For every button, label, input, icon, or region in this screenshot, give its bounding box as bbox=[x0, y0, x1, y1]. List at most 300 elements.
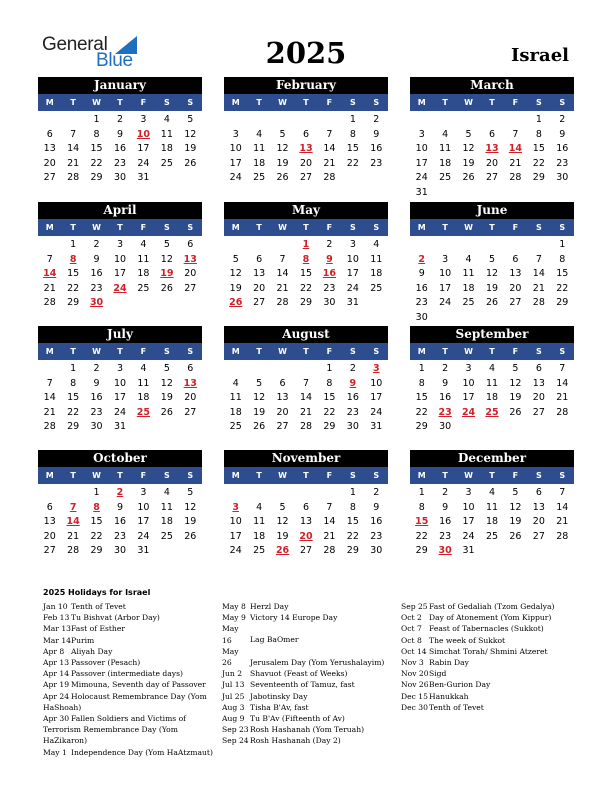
day-cell: 19 bbox=[276, 157, 289, 169]
day-cell: 25 bbox=[160, 530, 173, 542]
day-cell: 18 bbox=[439, 157, 452, 169]
day-cell: 2 bbox=[373, 487, 380, 498]
day-cell: 22 bbox=[90, 530, 103, 542]
weekday-header bbox=[224, 467, 388, 484]
day-cell: 12 bbox=[160, 253, 173, 265]
day-cell: 22 bbox=[346, 157, 359, 169]
holiday-name: Mimouna, Seventh day of Passover bbox=[71, 680, 206, 690]
day-cell: 5 bbox=[279, 501, 286, 513]
weekday-label: S bbox=[187, 347, 194, 356]
day-cell: 1 bbox=[349, 487, 356, 498]
empty-cell bbox=[504, 238, 527, 253]
day-cell: 7 bbox=[326, 128, 333, 140]
holiday-name: Tenth of Tevet bbox=[429, 702, 484, 712]
holiday-day-cell: 9 bbox=[349, 377, 357, 389]
holiday-date: Nov 26 bbox=[401, 680, 429, 690]
day-cell: 15 bbox=[323, 392, 336, 403]
holiday-day-cell: 7 bbox=[69, 501, 77, 513]
month-title: December bbox=[410, 450, 574, 467]
day-cell: 29 bbox=[323, 421, 336, 432]
weekday-label: F bbox=[512, 471, 519, 480]
month-march bbox=[410, 77, 574, 200]
holiday-name: Fallen Soldiers and Victims of Terrorism Remembrance Day (Yom HaZikaron) bbox=[43, 714, 186, 746]
holiday-entry bbox=[222, 601, 392, 612]
holiday-day-cell: 13 bbox=[299, 143, 313, 154]
day-cell: 5 bbox=[163, 239, 170, 250]
weekday-label: T bbox=[489, 223, 495, 232]
weekday-label: T bbox=[303, 223, 309, 232]
day-cell: 10 bbox=[415, 143, 428, 154]
day-cell: 26 bbox=[160, 406, 173, 418]
day-cell: 24 bbox=[113, 406, 127, 418]
day-cell: 9 bbox=[93, 377, 100, 389]
day-cell: 22 bbox=[415, 406, 428, 418]
holiday-date: Aug 9 bbox=[222, 714, 245, 724]
weekday-label: M bbox=[417, 223, 426, 232]
day-cell: 29 bbox=[556, 297, 569, 308]
day-cell: 20 bbox=[485, 157, 499, 169]
day-cell: 4 bbox=[256, 501, 263, 513]
day-cell: 1 bbox=[326, 363, 333, 374]
holiday-entry bbox=[222, 724, 392, 735]
day-cell: 29 bbox=[415, 421, 428, 432]
holiday-date: Nov 3 bbox=[401, 658, 424, 668]
holiday-date: Dec 15 bbox=[401, 691, 428, 701]
empty-cell bbox=[224, 362, 247, 377]
day-grid bbox=[410, 486, 574, 559]
holiday-name: Feast of Tabernacles (Sukkot) bbox=[429, 624, 544, 634]
weekday-label: T bbox=[70, 471, 76, 480]
day-grid bbox=[38, 238, 202, 311]
holiday-name: Day of Atonement (Yom Kippur) bbox=[429, 613, 552, 623]
day-cell: 17 bbox=[370, 392, 383, 403]
holiday-entry bbox=[43, 612, 213, 623]
holiday-date: Sep 24 bbox=[222, 736, 249, 746]
weekday-label: T bbox=[256, 347, 262, 356]
day-grid bbox=[38, 362, 202, 435]
day-cell: 7 bbox=[46, 377, 53, 389]
day-cell: 23 bbox=[556, 157, 569, 169]
day-cell: 24 bbox=[229, 172, 242, 183]
holiday-entry bbox=[222, 735, 392, 746]
day-cell: 14 bbox=[556, 501, 569, 513]
day-cell: 24 bbox=[229, 545, 242, 556]
weekday-label: T bbox=[303, 347, 309, 356]
holiday-day-cell: 16 bbox=[322, 268, 337, 279]
holiday-day-cell: 14 bbox=[66, 516, 80, 527]
day-cell: 9 bbox=[373, 501, 380, 513]
day-cell: 23 bbox=[346, 406, 359, 418]
month-july bbox=[38, 326, 202, 435]
holiday-day-cell: 2 bbox=[116, 487, 124, 498]
day-cell: 8 bbox=[535, 128, 542, 140]
day-cell: 5 bbox=[512, 487, 519, 498]
day-cell: 23 bbox=[90, 282, 103, 294]
holiday-entry bbox=[43, 623, 213, 634]
weekday-label: W bbox=[464, 223, 473, 232]
empty-cell bbox=[504, 113, 527, 128]
weekday-label: F bbox=[512, 347, 519, 356]
holiday-date: May 16 bbox=[222, 624, 239, 645]
day-cell: 26 bbox=[462, 172, 475, 183]
day-cell: 7 bbox=[535, 253, 542, 265]
holiday-name: Fast of Gedaliah (Tzom Gedalya) bbox=[429, 602, 555, 611]
month-title: June bbox=[410, 202, 574, 219]
weekday-header bbox=[38, 94, 202, 111]
weekday-label: W bbox=[278, 223, 287, 232]
holiday-day-cell: 20 bbox=[299, 530, 313, 542]
day-cell: 11 bbox=[439, 143, 452, 154]
empty-cell bbox=[38, 113, 61, 128]
holiday-day-cell: 13 bbox=[485, 143, 499, 154]
holiday-name: Sigd bbox=[429, 669, 447, 679]
day-cell: 8 bbox=[418, 501, 425, 513]
day-cell: 16 bbox=[415, 282, 428, 294]
day-cell: 27 bbox=[276, 421, 289, 432]
day-cell: 9 bbox=[559, 128, 566, 140]
weekday-label: W bbox=[464, 347, 473, 356]
day-cell: 12 bbox=[184, 501, 197, 513]
day-cell: 15 bbox=[90, 516, 103, 527]
weekday-label: S bbox=[373, 347, 380, 356]
day-cell: 10 bbox=[229, 143, 242, 154]
holiday-date: Feb 13 bbox=[43, 613, 70, 623]
holiday-entry bbox=[401, 635, 571, 646]
holiday-entry bbox=[222, 646, 392, 668]
empty-cell bbox=[527, 238, 550, 253]
day-cell: 4 bbox=[232, 377, 239, 389]
holiday-entry bbox=[43, 668, 213, 679]
day-cell: 5 bbox=[256, 377, 263, 389]
day-cell: 7 bbox=[512, 128, 519, 140]
holiday-name: Aliyah Day bbox=[71, 646, 113, 656]
month-title: July bbox=[38, 326, 202, 343]
day-cell: 8 bbox=[93, 128, 100, 140]
empty-cell bbox=[318, 486, 341, 501]
day-cell: 16 bbox=[370, 143, 383, 154]
holiday-entry bbox=[222, 679, 392, 690]
holiday-date: Apr 30 bbox=[43, 714, 70, 724]
holiday-day-cell: 8 bbox=[69, 253, 77, 265]
day-cell: 13 bbox=[299, 516, 313, 527]
day-cell: 18 bbox=[462, 282, 475, 294]
holiday-date: Jun 2 bbox=[222, 669, 243, 679]
day-cell: 27 bbox=[509, 297, 522, 308]
holiday-column bbox=[43, 601, 213, 758]
day-cell: 17 bbox=[439, 282, 452, 294]
day-cell: 15 bbox=[532, 143, 545, 154]
holiday-date: Apr 13 bbox=[43, 658, 70, 668]
day-cell: 18 bbox=[160, 516, 173, 527]
weekday-label: F bbox=[326, 223, 333, 232]
day-cell: 10 bbox=[113, 253, 127, 265]
day-cell: 21 bbox=[43, 282, 56, 294]
empty-cell bbox=[61, 486, 84, 501]
day-cell: 1 bbox=[418, 487, 425, 498]
holiday-date: Jul 25 bbox=[222, 691, 245, 701]
day-cell: 31 bbox=[370, 421, 383, 432]
holiday-day-cell: 3 bbox=[372, 363, 380, 374]
day-cell: 31 bbox=[137, 172, 150, 183]
day-cell: 11 bbox=[229, 392, 242, 403]
day-cell: 5 bbox=[279, 128, 286, 140]
day-cell: 11 bbox=[137, 253, 150, 265]
holiday-name: Hanukkah bbox=[429, 691, 469, 701]
day-cell: 26 bbox=[276, 172, 289, 183]
day-cell: 16 bbox=[113, 516, 127, 527]
holiday-column bbox=[222, 601, 392, 747]
day-cell: 14 bbox=[556, 377, 569, 389]
day-cell: 17 bbox=[229, 157, 242, 169]
weekday-label: S bbox=[349, 347, 356, 356]
day-cell: 16 bbox=[556, 143, 569, 154]
day-cell: 28 bbox=[43, 297, 56, 308]
day-cell: 6 bbox=[302, 128, 310, 140]
day-cell: 21 bbox=[67, 157, 80, 169]
day-cell: 1 bbox=[559, 239, 566, 250]
day-grid bbox=[38, 113, 202, 186]
day-cell: 8 bbox=[559, 253, 566, 265]
day-cell: 4 bbox=[465, 253, 472, 265]
weekday-label: T bbox=[489, 471, 495, 480]
day-cell: 20 bbox=[43, 157, 56, 169]
day-cell: 30 bbox=[90, 421, 103, 432]
weekday-label: M bbox=[45, 223, 54, 232]
day-cell: 11 bbox=[462, 268, 475, 279]
day-cell: 3 bbox=[465, 363, 472, 374]
day-cell: 20 bbox=[184, 268, 197, 279]
day-cell: 18 bbox=[160, 143, 173, 154]
day-cell: 25 bbox=[439, 172, 452, 183]
weekday-label: T bbox=[489, 98, 495, 107]
day-cell: 9 bbox=[93, 253, 100, 265]
day-cell: 4 bbox=[140, 363, 147, 374]
day-cell: 25 bbox=[462, 297, 475, 308]
day-cell: 10 bbox=[462, 501, 475, 513]
day-cell: 14 bbox=[532, 268, 545, 279]
weekday-label: F bbox=[326, 471, 333, 480]
weekday-label: W bbox=[464, 98, 473, 107]
day-cell: 12 bbox=[509, 501, 522, 513]
holiday-name: Jerusalem Day (Yom Yerushalayim) bbox=[250, 658, 385, 668]
holiday-name: Victory 14 Europe Day bbox=[250, 613, 338, 623]
day-cell: 19 bbox=[229, 282, 242, 294]
day-cell: 10 bbox=[370, 377, 383, 389]
day-cell: 6 bbox=[187, 239, 194, 250]
weekday-label: T bbox=[70, 98, 76, 107]
holiday-entry bbox=[43, 646, 213, 657]
day-cell: 3 bbox=[418, 128, 425, 140]
day-cell: 24 bbox=[137, 157, 150, 169]
holiday-entry bbox=[43, 601, 213, 612]
day-cell: 5 bbox=[512, 363, 519, 374]
month-june bbox=[410, 202, 574, 325]
day-cell: 6 bbox=[187, 363, 194, 374]
weekday-label: F bbox=[512, 98, 519, 107]
month-december bbox=[410, 450, 574, 559]
empty-cell bbox=[294, 362, 317, 377]
holiday-day-cell: 24 bbox=[461, 406, 476, 418]
holiday-day-cell: 30 bbox=[89, 297, 104, 308]
day-cell: 19 bbox=[276, 530, 289, 542]
day-cell: 12 bbox=[509, 377, 522, 389]
holiday-day-cell: 13 bbox=[183, 377, 197, 389]
holiday-name: Passover (Pesach) bbox=[71, 658, 141, 668]
day-cell: 27 bbox=[532, 530, 545, 542]
day-cell: 19 bbox=[253, 406, 266, 418]
holiday-date: Nov 20 bbox=[401, 669, 429, 679]
day-cell: 11 bbox=[160, 128, 173, 140]
day-cell: 1 bbox=[70, 239, 77, 250]
day-cell: 24 bbox=[346, 282, 359, 294]
day-cell: 17 bbox=[113, 392, 127, 403]
day-grid bbox=[38, 486, 202, 559]
day-cell: 20 bbox=[299, 157, 313, 169]
holiday-name: Tu Bishvat (Arbor Day) bbox=[71, 613, 160, 623]
day-cell: 3 bbox=[140, 487, 147, 498]
weekday-label: S bbox=[373, 471, 380, 480]
day-cell: 12 bbox=[276, 143, 289, 154]
day-cell: 31 bbox=[137, 545, 150, 556]
day-cell: 17 bbox=[113, 268, 127, 279]
weekday-label: M bbox=[45, 347, 54, 356]
day-cell: 8 bbox=[349, 501, 356, 513]
day-cell: 20 bbox=[276, 406, 289, 418]
day-cell: 21 bbox=[532, 282, 545, 294]
day-cell: 11 bbox=[253, 143, 266, 154]
empty-cell bbox=[457, 113, 480, 128]
holiday-date: Sep 23 bbox=[222, 725, 249, 735]
day-cell: 3 bbox=[442, 253, 449, 265]
weekday-header bbox=[38, 467, 202, 484]
holiday-day-cell: 9 bbox=[326, 253, 333, 265]
empty-cell bbox=[38, 238, 61, 253]
holiday-date: May 1 bbox=[43, 747, 67, 757]
holidays-title: 2025 Holidays for Israel bbox=[43, 588, 151, 597]
holiday-name: Tenth of Tevet bbox=[71, 602, 126, 611]
day-cell: 22 bbox=[532, 157, 545, 169]
day-cell: 24 bbox=[415, 172, 428, 183]
holiday-date: Oct 14 bbox=[401, 646, 427, 656]
holiday-name: Fast of Esther bbox=[71, 624, 125, 634]
day-cell: 23 bbox=[370, 157, 383, 169]
day-cell: 15 bbox=[556, 268, 569, 279]
holiday-day-cell: 8 bbox=[302, 253, 310, 265]
empty-cell bbox=[271, 238, 294, 253]
day-cell: 23 bbox=[323, 282, 336, 294]
day-cell: 9 bbox=[116, 501, 124, 513]
weekday-label: T bbox=[442, 347, 448, 356]
day-cell: 4 bbox=[140, 239, 147, 250]
weekday-label: S bbox=[349, 471, 356, 480]
day-cell: 21 bbox=[509, 157, 522, 169]
day-cell: 7 bbox=[559, 363, 566, 374]
day-cell: 8 bbox=[349, 128, 356, 140]
day-cell: 4 bbox=[373, 239, 380, 250]
holiday-date: Jan 10 bbox=[43, 602, 68, 611]
holiday-name: Tu B'Av (Fifteenth of Av) bbox=[250, 714, 345, 724]
holiday-name: Purim bbox=[71, 635, 95, 645]
day-cell: 18 bbox=[229, 406, 242, 418]
day-cell: 6 bbox=[256, 253, 263, 265]
day-cell: 27 bbox=[485, 172, 499, 183]
day-cell: 17 bbox=[462, 516, 475, 527]
day-cell: 14 bbox=[323, 516, 336, 527]
day-cell: 6 bbox=[512, 253, 519, 265]
day-cell: 15 bbox=[90, 143, 103, 154]
day-cell: 17 bbox=[137, 516, 150, 527]
day-cell: 15 bbox=[415, 392, 428, 403]
day-cell: 1 bbox=[418, 363, 425, 374]
month-april bbox=[38, 202, 202, 311]
day-cell: 30 bbox=[415, 311, 428, 323]
weekday-label: S bbox=[535, 347, 542, 356]
day-cell: 25 bbox=[229, 421, 242, 432]
weekday-label: F bbox=[512, 223, 519, 232]
day-cell: 11 bbox=[370, 253, 383, 265]
empty-cell bbox=[271, 362, 294, 377]
weekday-label: W bbox=[278, 347, 287, 356]
weekday-label: T bbox=[442, 98, 448, 107]
day-grid bbox=[224, 238, 388, 311]
day-cell: 28 bbox=[509, 172, 522, 183]
weekday-label: F bbox=[326, 98, 333, 107]
day-cell: 19 bbox=[509, 516, 522, 527]
holiday-day-cell: 14 bbox=[43, 268, 57, 279]
day-cell: 28 bbox=[67, 545, 80, 556]
day-cell: 22 bbox=[415, 530, 428, 542]
day-cell: 28 bbox=[556, 530, 569, 542]
empty-cell bbox=[318, 113, 341, 128]
empty-cell bbox=[271, 113, 294, 128]
day-cell: 20 bbox=[532, 516, 545, 527]
weekday-label: W bbox=[92, 347, 101, 356]
day-cell: 22 bbox=[323, 406, 336, 418]
holiday-entry bbox=[43, 635, 213, 646]
holiday-entry bbox=[401, 612, 571, 623]
logo-word-blue: Blue bbox=[96, 50, 133, 71]
day-cell: 13 bbox=[43, 143, 56, 154]
empty-cell bbox=[38, 362, 61, 377]
holiday-date: Apr 8 bbox=[43, 646, 65, 656]
day-cell: 29 bbox=[415, 545, 428, 556]
day-cell: 21 bbox=[299, 406, 313, 418]
holiday-entry bbox=[401, 623, 571, 634]
holiday-name: Rabin Day bbox=[429, 658, 469, 668]
day-cell: 9 bbox=[116, 128, 124, 140]
holiday-date: Oct 8 bbox=[401, 635, 422, 645]
day-cell: 22 bbox=[346, 530, 359, 542]
weekday-label: S bbox=[187, 471, 194, 480]
day-cell: 27 bbox=[532, 406, 545, 418]
weekday-label: M bbox=[231, 223, 240, 232]
day-grid bbox=[224, 113, 388, 186]
weekday-label: W bbox=[92, 471, 101, 480]
day-cell: 18 bbox=[137, 268, 150, 279]
holiday-day-cell: 24 bbox=[113, 282, 127, 294]
day-cell: 22 bbox=[90, 157, 103, 169]
day-cell: 4 bbox=[488, 363, 496, 374]
holiday-date: Jul 13 bbox=[222, 680, 245, 690]
holiday-day-cell: 15 bbox=[415, 516, 429, 527]
empty-cell bbox=[247, 362, 270, 377]
weekday-header bbox=[224, 343, 388, 360]
day-cell: 17 bbox=[462, 392, 475, 403]
day-cell: 14 bbox=[276, 268, 289, 279]
day-cell: 3 bbox=[116, 239, 124, 250]
day-cell: 13 bbox=[509, 268, 522, 279]
weekday-label: S bbox=[163, 471, 170, 480]
